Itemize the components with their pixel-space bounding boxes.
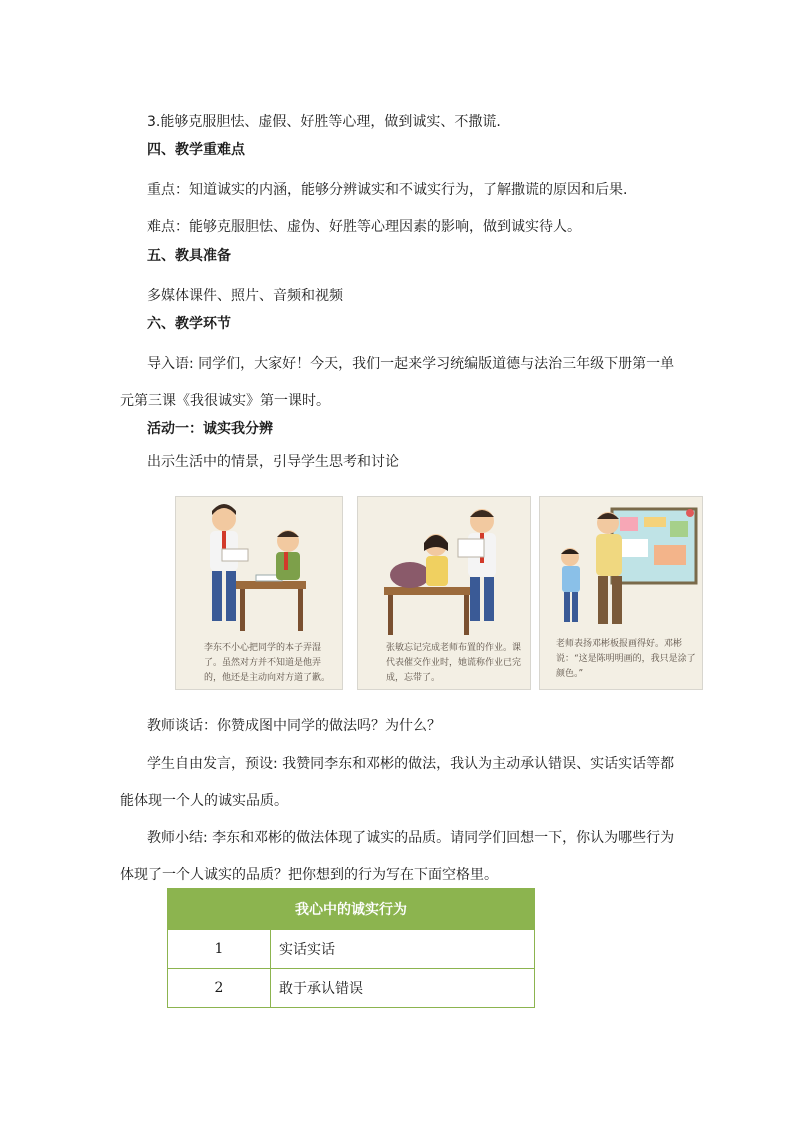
illustration-apology-caption: 李东不小心把同学的本子弄湿了。虽然对方并不知道是他弄的，他还是主动向对方道了歉。 (204, 643, 331, 683)
table-header-row (168, 889, 535, 930)
table-row (168, 969, 535, 1008)
illustration-blackboard-caption: 老师表扬邓彬板报画得好。邓彬说：“这是陈明明画的，我只是涂了颜色。” (556, 639, 696, 679)
row-behavior: 敢于承认错误 (271, 969, 535, 1008)
row-number: 1 (168, 930, 271, 969)
section-6-heading: 六、教学环节 (147, 316, 231, 332)
student-response-line-2: 能体现一个人的诚实品质。 (120, 793, 288, 809)
table-header: 我心中的诚实行为 (168, 889, 535, 930)
goal-3-text: 3.能够克服胆怯、虚假、好胜等心理，做到诚实、不撒谎. (147, 114, 501, 130)
difficulty-text: 难点：能够克服胆怯、虚伪、好胜等心理因素的影响，做到诚实待人。 (147, 219, 581, 235)
activity-1-description: 出示生活中的情景，引导学生思考和讨论 (147, 454, 399, 470)
row-behavior: 实话实话 (271, 930, 535, 969)
teacher-talk-text: 教师谈话：你赞成图中同学的做法吗？为什么？ (147, 718, 441, 734)
teacher-summary-line-1: 教师小结: 李东和邓彬的做法体现了诚实的品质。请同学们回想一下，你认为哪些行为 (147, 830, 675, 846)
illustration-blackboard (539, 496, 703, 690)
student-response-line-1: 学生自由发言，预设: 我赞同李东和邓彬的做法，我认为主动承认错误、实话实话等都 (147, 756, 675, 772)
intro-text-line-2: 元第三课《我很诚实》第一课时。 (120, 393, 330, 409)
illustration-homework-caption: 张敏忘记完成老师布置的作业。课代表催交作业时，她谎称作业已完成，忘带了。 (386, 643, 522, 683)
activity-1-heading: 活动一：诚实我分辨 (147, 421, 273, 437)
illustration-homework (357, 496, 531, 690)
section-4-heading: 四、教学重难点 (147, 142, 245, 158)
section-5-heading: 五、教具准备 (147, 248, 231, 264)
tools-text: 多媒体课件、照片、音频和视频 (147, 288, 343, 304)
intro-text-line-1: 导入语: 同学们，大家好！今天，我们一起来学习统编版道德与法治三年级下册第一单 (147, 356, 675, 372)
row-number: 2 (168, 969, 271, 1008)
table-row (168, 930, 535, 969)
key-point-text: 重点：知道诚实的内涵，能够分辨诚实和不诚实行为，了解撒谎的原因和后果. (147, 182, 628, 198)
teacher-summary-line-2: 体现了一个人诚实的品质？把你想到的行为写在下面空格里。 (120, 867, 498, 883)
illustration-apology (175, 496, 343, 690)
honest-behaviors-table (167, 888, 535, 1008)
